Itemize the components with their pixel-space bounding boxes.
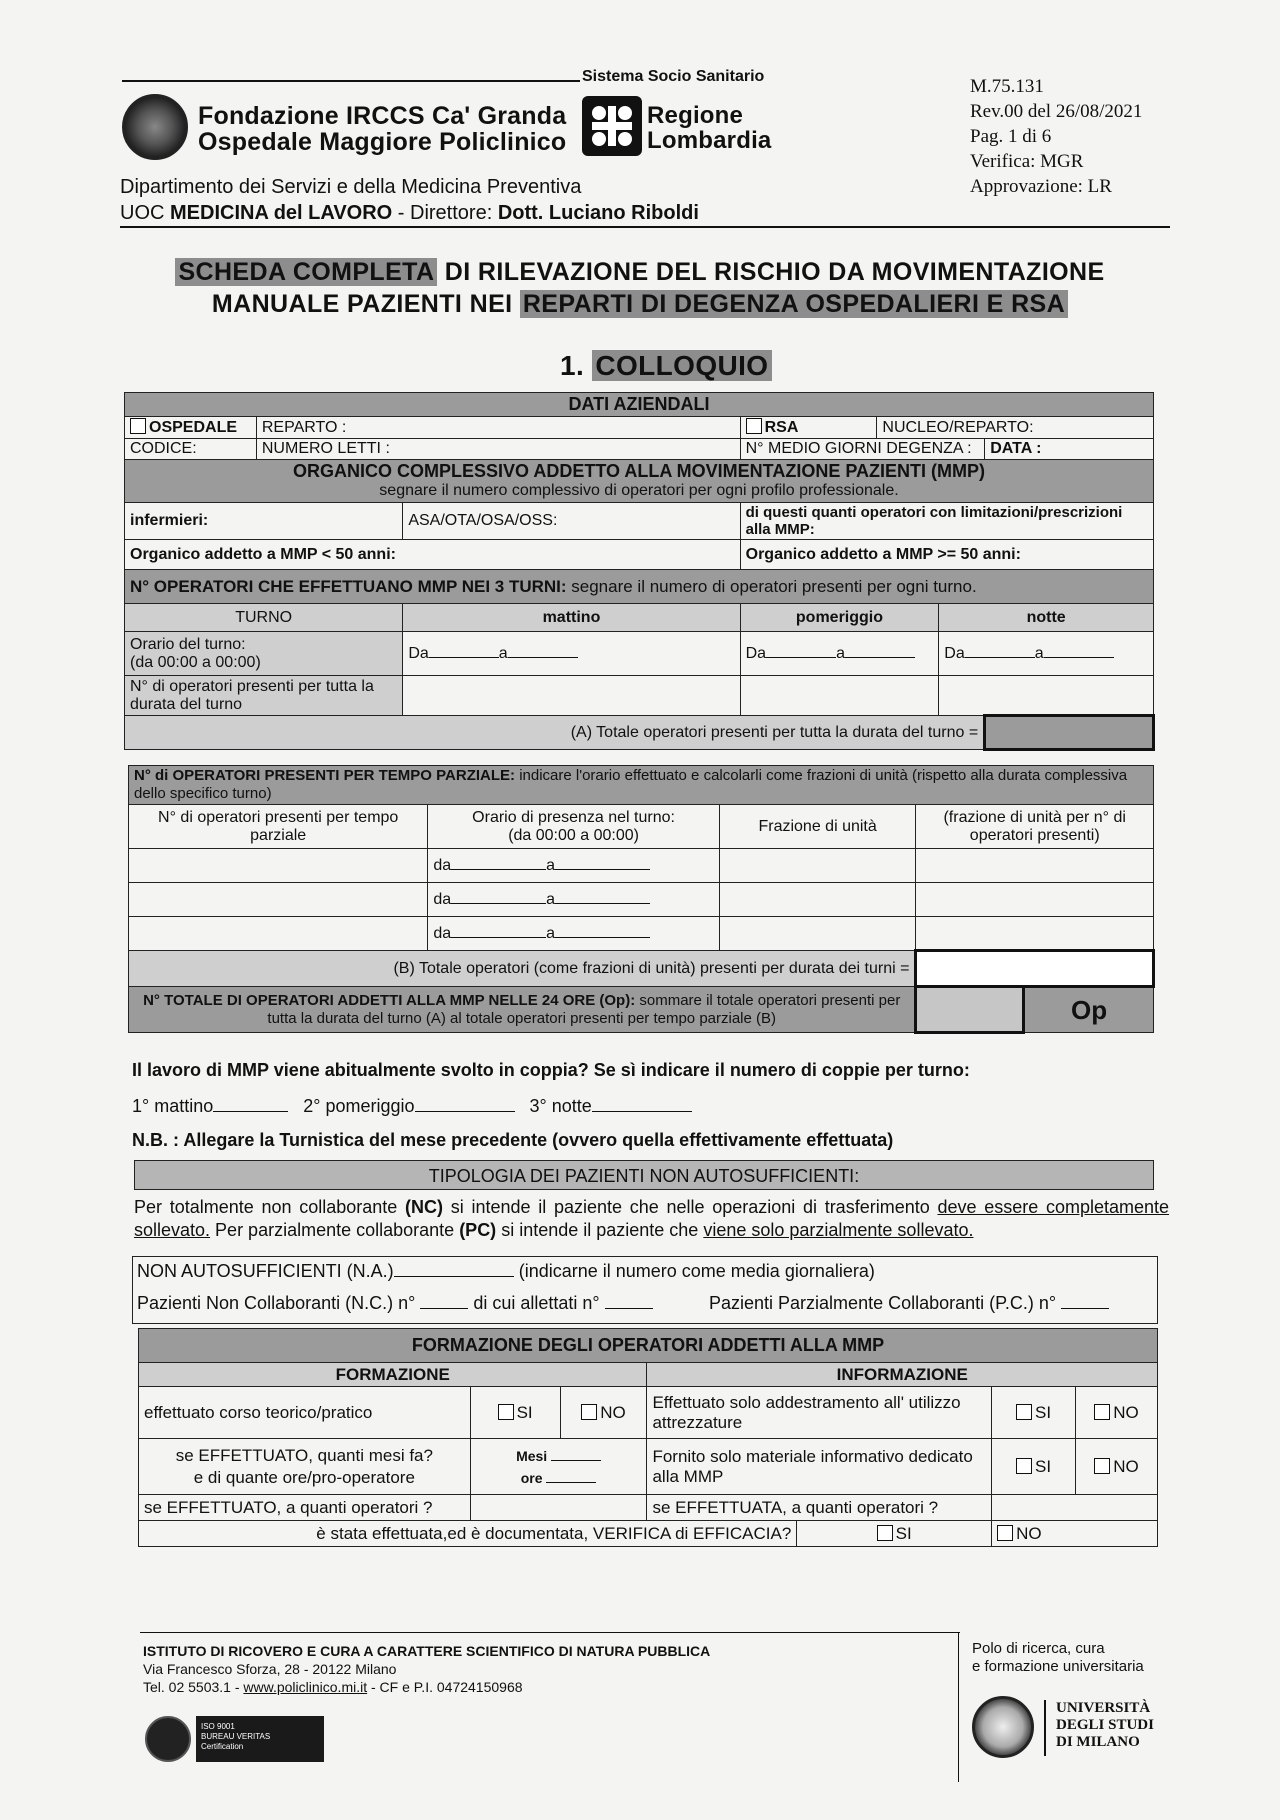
addestramento-label: Effettuato solo addestramento all' utilizzo attrezzature [647, 1387, 992, 1439]
no-label: NO [600, 1402, 626, 1422]
turni-heading-rest: segnare il numero di operatori presenti per ogni turno. [566, 576, 977, 596]
cert-label: Certification [201, 1742, 244, 1751]
parziale-orario-cell[interactable] [428, 849, 719, 883]
verifica-row [139, 1521, 1158, 1547]
a-label: a [836, 644, 845, 662]
verifica-no[interactable] [992, 1521, 1158, 1547]
da-label: Da [944, 644, 965, 662]
parziale-row [129, 883, 1154, 917]
ospedale-row [125, 417, 1154, 439]
title-part1: SCHEDA COMPLETA [175, 258, 437, 286]
verifica: Verifica: MGR [970, 151, 1084, 172]
presenti-pomeriggio[interactable] [740, 676, 939, 716]
footer-cf: - CF e P.I. 04724150968 [367, 1679, 523, 1695]
coppia-notte-label: 3° notte [529, 1096, 592, 1116]
presenti-row [125, 676, 1154, 716]
rose-camuna-icon [582, 96, 642, 156]
nc-abbr: (NC) [405, 1197, 444, 1217]
rsa-cell[interactable] [740, 417, 877, 439]
accreditation-seal-icon [145, 1716, 191, 1762]
quanti-formazione-label: se EFFETTUATO, a quanti operatori ? [139, 1495, 471, 1521]
footer-website-link[interactable]: www.policlinico.mi.it [243, 1679, 368, 1695]
a-label: a [1034, 644, 1044, 662]
parziale-row [129, 849, 1154, 883]
mesi-ore-fields[interactable] [470, 1439, 647, 1495]
org-name [198, 103, 566, 155]
unimi-divider [1044, 1700, 1046, 1756]
page-number: Pag. 1 di 6 [970, 126, 1052, 147]
da-label: da [433, 924, 452, 942]
coppia-answers [132, 1096, 692, 1117]
asa-field[interactable]: ASA/OTA/OSA/OSS: [403, 503, 740, 540]
corso-si-checkbox[interactable] [498, 1404, 514, 1420]
allettati-input[interactable] [605, 1308, 653, 1309]
title-part4: REPARTI DI DEGENZA OSPEDALIERI E RSA [520, 290, 1068, 318]
section-title [560, 350, 772, 382]
uni-line1: UNIVERSITÀ [1056, 1700, 1151, 1716]
form-title-line2 [140, 290, 1140, 319]
nc-line [137, 1293, 653, 1314]
coppia-question: Il lavoro di MMP viene abitualmente svolto in coppia? Se sì indicare il numero di coppie per turno: [132, 1060, 970, 1080]
si-label: SI [1035, 1456, 1052, 1476]
regione-lombardia-logo [582, 96, 642, 156]
medio-giorni-field[interactable]: N° MEDIO GIORNI DEGENZA : [740, 439, 985, 460]
uni-line2: DEGLI STUDI [1056, 1717, 1154, 1733]
col-orario-presenza: Orario di presenza nel turno: (da 00:00 a 00:00) [428, 805, 719, 849]
dati-heading: DATI AZIENDALI [125, 393, 1154, 417]
footer-line2: Via Francesco Sforza, 28 - 20122 Milano [143, 1661, 397, 1677]
coppia-mattino-label: 1° mattino [132, 1096, 214, 1116]
uoc-line [120, 202, 699, 225]
rsa-checkbox[interactable] [746, 418, 762, 434]
organico-title: ORGANICO COMPLESSIVO ADDETTO ALLA MOVIMENTAZIONE PAZIENTI (MMP) [293, 461, 985, 481]
parziale-heading-bold: N° di OPERATORI PRESENTI PER TEMPO PARZIALE: [134, 767, 516, 784]
turni-heading-bold: N° OPERATORI CHE EFFETTUANO MMP NEI 3 TURNI: [130, 576, 567, 596]
title-part3: MANUALE PAZIENTI NEI [211, 290, 520, 318]
presenti-notte[interactable] [939, 676, 1154, 716]
regione-line1: Regione [647, 102, 744, 129]
organico-row [125, 503, 1154, 540]
tipologia-desc3: Per parzialmente collaborante [210, 1220, 460, 1240]
op-label: Op [1024, 987, 1154, 1033]
materiale-si[interactable] [992, 1439, 1076, 1495]
coppia-pomeriggio-label: 2° pomeriggio [303, 1096, 415, 1116]
turni-heading-row [125, 570, 1154, 604]
totale-op-field[interactable] [916, 987, 1024, 1033]
org-name-line2: Ospedale Maggiore Policlinico [198, 128, 567, 156]
col-pomeriggio: pomeriggio [740, 604, 939, 632]
parziale-heading-rest: indicare l'orario effettuato e calcolarli come frazioni di unità (rispetto alla durata complessiva dello specifico turno) [134, 767, 1128, 802]
na-input[interactable] [394, 1276, 514, 1277]
materiale-si-checkbox[interactable] [1016, 1458, 1032, 1474]
col-turno: TURNO [125, 604, 403, 632]
parziale-columns-row [129, 805, 1154, 849]
na-label: NON AUTOSUFFICIENTI (N.A.) [137, 1261, 394, 1281]
totale-op-label [129, 987, 916, 1033]
sistema-label: Sistema Socio Sanitario [582, 68, 765, 85]
tipologia-heading: TIPOLOGIA DEI PAZIENTI NON AUTOSUFFICIENTI: [134, 1160, 1154, 1190]
turni-heading [125, 570, 1154, 604]
quanti-row [139, 1495, 1158, 1521]
si-label: SI [516, 1402, 533, 1422]
col-informazione: INFORMAZIONE [647, 1363, 1158, 1387]
parziale-frazione-cell[interactable] [719, 849, 916, 883]
coppia-pomeriggio-input[interactable] [415, 1111, 515, 1112]
formazione-columns-row [139, 1363, 1158, 1387]
ospedale-label: OSPEDALE [149, 419, 238, 436]
bv-label: BUREAU VERITAS [201, 1732, 271, 1741]
nc-input[interactable] [420, 1308, 468, 1309]
uoc-name: MEDICINA del LAVORO [170, 202, 393, 224]
na-line [137, 1261, 875, 1282]
presenti-mattino[interactable] [403, 676, 740, 716]
rsa-label: RSA [764, 419, 799, 436]
totale-b-row [129, 951, 1154, 987]
addestramento-si[interactable] [992, 1387, 1076, 1439]
polo-line2: e formazione universitaria [972, 1658, 1144, 1675]
orario-notte[interactable] [939, 632, 1154, 676]
col-mattino: mattino [403, 604, 740, 632]
no-label: NO [1113, 1402, 1139, 1422]
polo-line1: Polo di ricerca, cura [972, 1640, 1105, 1657]
col-operatori-parziale: N° di operatori presenti per tempo parziale [129, 805, 428, 849]
revision: Rev.00 del 26/08/2021 [970, 101, 1143, 122]
totale-b-label: (B) Totale operatori (come frazioni di unità) presenti per durata dei turni = [129, 951, 916, 987]
iso-label: ISO 9001 [201, 1722, 235, 1731]
parziale-operatori-cell[interactable] [129, 917, 428, 951]
ospedale-cell[interactable] [125, 417, 257, 439]
policlinico-logo [122, 94, 188, 160]
header-top-rule [122, 80, 580, 82]
over50-field[interactable]: Organico addetto a MMP >= 50 anni: [740, 540, 1153, 570]
orario-turno-label: Orario del turno: (da 00:00 a 00:00) [125, 632, 403, 676]
materiale-label: Fornito solo materiale informativo dedicato alla MMP [647, 1439, 992, 1495]
polo-text [972, 1640, 1144, 1676]
footer-address [143, 1642, 710, 1696]
nc-label: Pazienti Non Collaboranti (N.C.) n° [137, 1293, 416, 1313]
verifica-no-checkbox[interactable] [997, 1525, 1013, 1541]
parziale-operatori-cell[interactable] [129, 849, 428, 883]
tipologia-desc2: si intende il paziente che nelle operazioni di trasferimento [443, 1197, 938, 1217]
mesi-question [139, 1439, 471, 1495]
col-frazione-operatori: (frazione di unità per n° di operatori presenti) [916, 805, 1154, 849]
under50-field[interactable]: Organico addetto a MMP < 50 anni: [125, 540, 741, 570]
no-label: NO [1016, 1523, 1042, 1543]
verifica-label: è stata effettuata,ed è documentata, VERIFICA di EFFICACIA? [139, 1521, 797, 1547]
dati-heading-row [125, 393, 1154, 417]
parziale-row [129, 917, 1154, 951]
organico-subtitle: segnare il numero complessivo di operatori per ogni profilo professionale. [379, 482, 899, 499]
title-part2: DI RILEVAZIONE DEL RISCHIO DA MOVIMENTAZIONE [437, 258, 1105, 286]
tipologia-desc-u2: viene solo parzialmente sollevato. [703, 1220, 974, 1240]
da-label: da [433, 890, 452, 908]
turni-columns-row [125, 604, 1154, 632]
mesi-row [139, 1439, 1158, 1495]
verifica-si[interactable] [797, 1521, 992, 1547]
totale-a-row [125, 716, 1154, 750]
pc-abbr: (PC) [459, 1220, 497, 1240]
corso-no-checkbox[interactable] [581, 1404, 597, 1420]
a-label: a [546, 890, 556, 908]
parziale-frazione-op-cell[interactable] [916, 917, 1154, 951]
totale-a-label: (A) Totale operatori presenti per tutta la durata del turno = [125, 716, 985, 750]
orario-turno-row [125, 632, 1154, 676]
corso-no[interactable] [560, 1387, 647, 1439]
a-label: a [546, 924, 556, 942]
mesi-question-line2: e di quante ore/pro-operatore [193, 1467, 415, 1487]
nucleo-field[interactable]: NUCLEO/REPARTO: [877, 417, 1154, 439]
formazione-table [138, 1328, 1158, 1547]
col-frazione: Frazione di unità [719, 805, 916, 849]
uoc-prefix: UOC [120, 202, 170, 224]
a-label: a [498, 644, 508, 662]
codice-field[interactable]: CODICE: [125, 439, 257, 460]
totale-op-rest: sommare il totale operatori presenti per tutta la durata del turno (A) al totale operatori presenti per tempo parziale (B) [267, 991, 901, 1027]
data-field[interactable]: DATA : [985, 439, 1154, 460]
document-meta [970, 74, 1142, 199]
materiale-no[interactable] [1076, 1439, 1158, 1495]
coppia-notte-input[interactable] [592, 1111, 692, 1112]
bureau-veritas-badge [196, 1716, 324, 1762]
col-notte: notte [939, 604, 1154, 632]
na-box [132, 1256, 1158, 1324]
quanti-informazione-label: se EFFETTUATA, a quanti operatori ? [647, 1495, 992, 1521]
dati-aziendali-table [124, 392, 1155, 751]
verifica-si-checkbox[interactable] [877, 1525, 893, 1541]
parziale-frazione-cell[interactable] [719, 917, 916, 951]
mesi-label: Mesi [516, 1447, 548, 1464]
col-formazione: FORMAZIONE [139, 1363, 647, 1387]
na-note: (indicarne il numero come media giornaliera) [518, 1261, 875, 1281]
org-name-line1: Fondazione IRCCS Ca' Granda [198, 102, 567, 130]
da-label: Da [408, 644, 429, 662]
mesi-question-line1: se EFFETTUATO, quanti mesi fa? [175, 1445, 433, 1465]
pc-label: Pazienti Parzialmente Collaboranti (P.C.) n° [709, 1293, 1057, 1313]
limitazioni-field[interactable]: di questi quanti operatori con limitazioni/prescrizioni alla MMP: [740, 503, 1153, 540]
footer-rule [140, 1632, 960, 1633]
parziale-table [128, 765, 1155, 1034]
orario-mattino[interactable] [403, 632, 740, 676]
da-label: Da [745, 644, 767, 662]
turnistica-note: N.B. : Allegare la Turnistica del mese precedente (ovvero quella effettivamente effettuata) [132, 1130, 894, 1150]
pc-line [709, 1293, 1109, 1314]
organico-heading-row [125, 460, 1154, 503]
totale-op-bold: N° TOTALE DI OPERATORI ADDETTI ALLA MMP NELLE 24 ORE (Op): [143, 991, 636, 1009]
parziale-frazione-op-cell[interactable] [916, 849, 1154, 883]
footer-divider [958, 1632, 959, 1782]
corso-si[interactable] [470, 1387, 560, 1439]
parziale-orario-cell[interactable] [428, 917, 719, 951]
si-label: SI [1035, 1402, 1052, 1422]
ore-label: ore [520, 1469, 543, 1486]
parziale-orario-cell[interactable] [428, 883, 719, 917]
section-number: 1. [560, 350, 585, 381]
regione-name [647, 103, 771, 153]
parziale-operatori-cell[interactable] [129, 883, 428, 917]
regione-line2: Lombardia [647, 127, 772, 154]
parziale-heading-row [129, 766, 1154, 805]
tipologia-desc1: Per totalmente non collaborante [134, 1197, 406, 1217]
parziale-heading [129, 766, 1154, 805]
parziale-frazione-op-cell[interactable] [916, 883, 1154, 917]
corso-label: effettuato corso teorico/pratico [139, 1387, 471, 1439]
addestramento-no[interactable] [1076, 1387, 1158, 1439]
ospedale-checkbox[interactable] [130, 418, 146, 434]
infermieri-field[interactable]: infermieri: [125, 503, 403, 540]
pc-input[interactable] [1061, 1308, 1109, 1309]
materiale-no-checkbox[interactable] [1094, 1458, 1110, 1474]
organico-heading [125, 460, 1154, 503]
da-label: da [433, 856, 452, 874]
mesi-input[interactable] [551, 1460, 601, 1461]
department: Dipartimento dei Servizi e della Medicina Preventiva [120, 176, 582, 198]
codice-row [125, 439, 1154, 460]
ore-input[interactable] [546, 1482, 596, 1483]
numero-letti-field[interactable]: NUMERO LETTI : [256, 439, 740, 460]
addestramento-si-checkbox[interactable] [1016, 1404, 1032, 1420]
tipologia-desc-u1: deve essere completamente sollevato. [134, 1197, 1170, 1240]
coppia-mattino-input[interactable] [213, 1111, 288, 1112]
header-bottom-rule [120, 226, 1170, 228]
presenti-label: N° di operatori presenti per tutta la durata del turno [125, 676, 403, 716]
uoc-director-label: - Direttore: [392, 202, 498, 224]
uoc-director: Dott. Luciano Riboldi [497, 202, 699, 224]
parziale-frazione-cell[interactable] [719, 883, 916, 917]
approvazione: Approvazione: LR [970, 176, 1112, 197]
age-row [125, 540, 1154, 570]
formazione-heading: FORMAZIONE DEGLI OPERATORI ADDETTI ALLA MMP [139, 1329, 1158, 1363]
totale-op-row [129, 987, 1154, 1033]
reparto-field[interactable]: REPARTO : [256, 417, 740, 439]
footer-line1: ISTITUTO DI RICOVERO E CURA A CARATTERE SCIENTIFICO DI NATURA PUBBLICA [143, 1643, 711, 1659]
quanti-informazione-field[interactable] [992, 1495, 1158, 1521]
totale-b-field[interactable] [916, 951, 1154, 987]
section-name: COLLOQUIO [592, 350, 771, 381]
doc-code: M.75.131 [970, 76, 1044, 97]
addestramento-no-checkbox[interactable] [1094, 1404, 1110, 1420]
unimi-name [1056, 1700, 1154, 1751]
footer-phone: Tel. 02 5503.1 - [143, 1679, 244, 1695]
uni-line3: DI MILANO [1056, 1734, 1140, 1750]
form-title-line1 [140, 258, 1140, 287]
no-label: NO [1113, 1456, 1139, 1476]
orario-pomeriggio[interactable] [740, 632, 939, 676]
tipologia-description [134, 1196, 1169, 1242]
si-label: SI [895, 1523, 912, 1543]
formazione-heading-row [139, 1329, 1158, 1363]
allettati-label: di cui allettati n° [473, 1293, 600, 1313]
totale-a-field[interactable] [985, 716, 1154, 750]
tipologia-desc4: si intende il paziente che [496, 1220, 704, 1240]
a-label: a [546, 856, 556, 874]
quanti-formazione-field[interactable] [470, 1495, 647, 1521]
corso-row [139, 1387, 1158, 1439]
unimi-seal-icon [972, 1696, 1034, 1758]
